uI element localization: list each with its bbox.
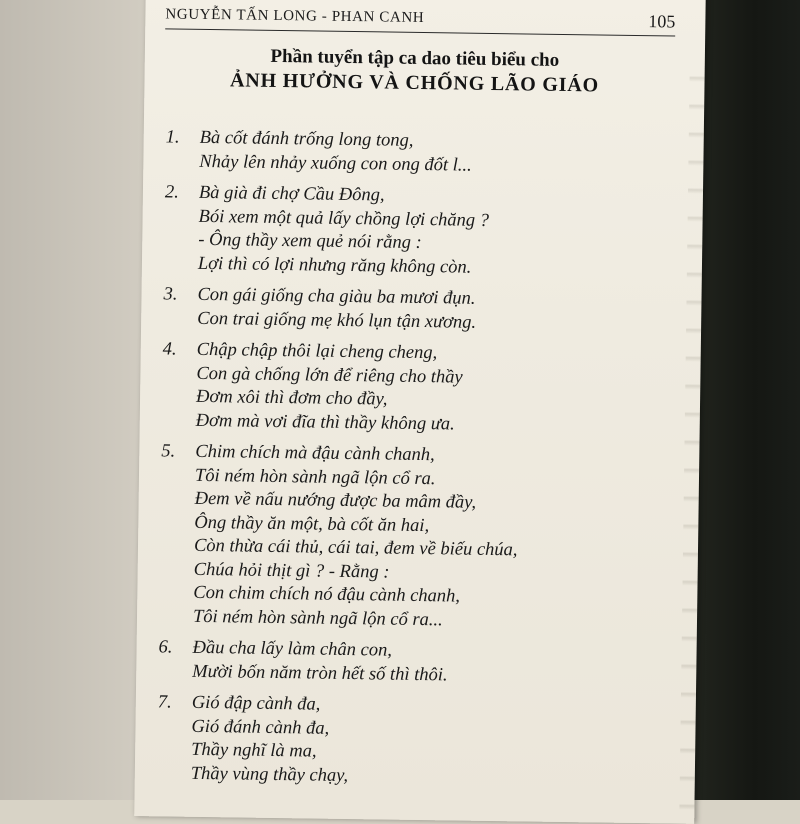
verse-number: 2. [164, 182, 179, 203]
section-heading-line1: Phần tuyển tập ca dao tiêu biểu cho [270, 45, 560, 71]
verse-number: 1. [165, 127, 180, 148]
running-head [165, 0, 675, 37]
verse-line: Nhảy lên nhảy xuống con ong đốt l... [199, 151, 472, 176]
verse-line: Bà cốt đánh trống long tong, [199, 127, 414, 151]
verse [162, 338, 673, 439]
verse [159, 440, 672, 635]
verse-line: Con trai giống mẹ khó lụn tận xương. [197, 308, 477, 333]
verse-line: Tôi ném hòn sành ngã lộn cổ ra... [192, 606, 443, 630]
verse-line: Ông thầy ăn một, bà cốt ăn hai, [194, 512, 430, 536]
verse [158, 636, 669, 690]
verse [165, 126, 676, 180]
verse-line: Chập chập thôi lại cheng cheng, [196, 339, 438, 364]
verse-number: 7. [157, 692, 172, 713]
verse-line: Mười bốn năm tròn hết số thì thôi. [192, 661, 448, 685]
verse-line: Lợi thì có lợi nhưng răng không còn. [197, 253, 472, 278]
verse-line: Chim chích mà đậu cành chanh, [195, 441, 435, 466]
background-left [0, 0, 150, 800]
verse-line: Con gà chống lớn để riêng cho thầy [196, 363, 463, 388]
verse-line: - Ông thầy xem quẻ nói rằng : [198, 229, 422, 254]
verse-line: Gió đánh cành đa, [191, 716, 330, 739]
verse [157, 691, 668, 792]
verse-line: Thầy vùng thầy chạy, [190, 763, 349, 786]
verse [164, 181, 675, 282]
verse-number: 6. [158, 637, 173, 658]
verse-line: Đơm xôi thì đơm cho đầy, [195, 386, 388, 410]
verse-lines [193, 441, 672, 636]
verse [163, 283, 674, 337]
verse-line: Gió đập cành đa, [191, 692, 321, 715]
verse-number: 3. [163, 284, 178, 305]
verse-lines [198, 182, 675, 283]
verse-lines [199, 127, 676, 181]
verse-list [157, 126, 676, 800]
verse-line: Thầy nghĩ là ma, [191, 739, 317, 762]
verse-line: Còn thừa cái thủ, cái tai, đem về biếu chúa, [193, 535, 518, 561]
verse-line: Con gái giống cha giàu ba mươi đụn. [197, 284, 476, 309]
verse-line: Tôi ném hòn sành ngã lộn cổ ra. [194, 465, 436, 489]
running-head-title: NGUYỄN TẤN LONG - PHAN CANH [165, 6, 425, 27]
verse-lines [192, 637, 669, 691]
verse-line: Con chim chích nó đậu cành chanh, [193, 582, 461, 607]
verse-lines [196, 339, 673, 440]
verse-line: Bà già đi chợ Cầu Đông, [198, 182, 385, 206]
page-number: 105 [648, 11, 676, 32]
verse-number: 4. [162, 339, 177, 360]
verse-lines [191, 692, 668, 793]
verse-line: Đem về nấu nướng được ba mâm đầy, [194, 488, 477, 513]
verse-line: Bói xem một quả lấy chồng lợi chăng ? [198, 206, 490, 231]
verse-line: Chúa hỏi thịt gì ? - Rằng : [193, 559, 390, 583]
verse-lines [197, 284, 674, 338]
section-heading-line2: ẢNH HƯỞNG VÀ CHỐNG LÃO GIÁO [229, 69, 600, 97]
verse-line: Đầu cha lấy làm chân con, [192, 637, 393, 661]
verse-line: Đơm mà vơi đĩa thì thầy không ưa. [195, 410, 455, 434]
verse-number: 5. [161, 441, 176, 462]
book-page [134, 0, 706, 824]
